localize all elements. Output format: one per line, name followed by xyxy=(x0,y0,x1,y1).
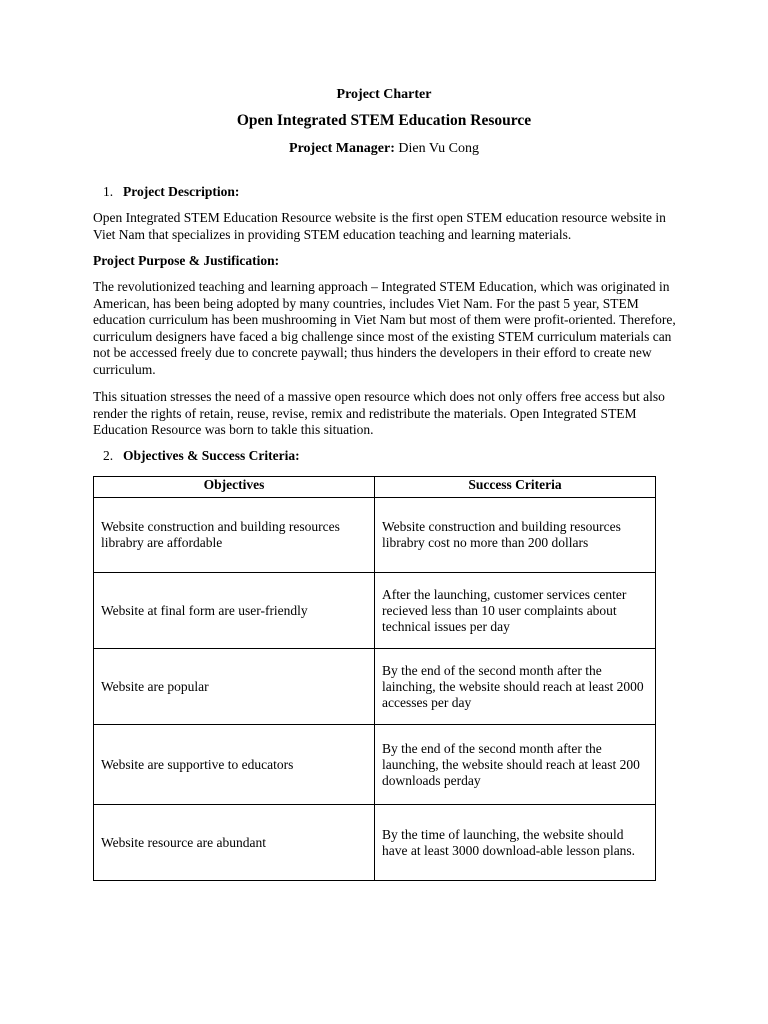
column-header-success-criteria: Success Criteria xyxy=(375,477,656,498)
section-objectives-heading xyxy=(93,448,678,465)
table-header-row xyxy=(94,477,656,498)
section-description-heading xyxy=(93,184,678,201)
project-manager-line xyxy=(0,141,768,158)
criteria-cell: By the time of launching, the website should have at least 3000 download-able lesson plans. xyxy=(375,805,656,881)
section-title: Project Description: xyxy=(123,184,240,199)
table-row xyxy=(94,573,656,649)
objective-cell: Website are supportive to educators xyxy=(94,725,375,805)
document-type-title: Project Charter xyxy=(336,87,432,102)
section-title: Objectives & Success Criteria: xyxy=(123,448,300,463)
column-header-objectives: Objectives xyxy=(94,477,375,498)
purpose-paragraph-1: The revolutionized teaching and learning approach – Integrated STEM Education, which was originated in American, has been being adopted by many countries, includes Viet Nam. For the past 5 year, STEM education curriculum has been mushrooming in Viet Nam but most of them were profit-oriented. Therefore, curriculum designers have faced a big challenge since most of the existing STEM curriculum materials can not be accessed freely due to concrete paywall; thus hinders the developers in their efford to create new curriculum. xyxy=(93,279,676,377)
purpose-heading: Project Purpose & Justification: xyxy=(93,253,280,268)
criteria-cell: Website construction and building resources librabry cost no more than 200 dollars xyxy=(375,498,656,573)
project-name-title: Open Integrated STEM Education Resource xyxy=(236,112,532,129)
criteria-cell: By the end of the second month after the launching, the website should reach at least 200 downloads perday xyxy=(375,725,656,805)
table-row xyxy=(94,649,656,725)
description-paragraph: Open Integrated STEM Education Resource website is the first open STEM education resource website in Viet Nam that specializes in providing STEM education teaching and learning materials. xyxy=(93,210,666,242)
project-manager-label: Project Manager: xyxy=(289,141,395,156)
objective-cell: Website construction and building resources librabry are affordable xyxy=(94,498,375,573)
table-row xyxy=(94,725,656,805)
objectives-table xyxy=(93,476,656,881)
purpose-paragraph-2: This situation stresses the need of a massive open resource which does not only offers free access but also render the rights of retain, reuse, revise, remix and redistribute the materials. Open Integrated STEM Education Resource was born to takle this situation. xyxy=(93,389,665,438)
table-row xyxy=(94,805,656,881)
project-manager-name: Dien Vu Cong xyxy=(398,141,479,156)
objective-cell: Website are popular xyxy=(94,649,375,725)
criteria-cell: After the launching, customer services center recieved less than 10 user complaints about technical issues per day xyxy=(375,573,656,649)
section-number: 1. xyxy=(103,184,114,199)
objective-cell: Website resource are abundant xyxy=(94,805,375,881)
objective-cell: Website at final form are user-friendly xyxy=(94,573,375,649)
table-row xyxy=(94,498,656,573)
criteria-cell: By the end of the second month after the lainching, the website should reach at least 2000 accesses per day xyxy=(375,649,656,725)
section-number: 2. xyxy=(103,448,114,463)
